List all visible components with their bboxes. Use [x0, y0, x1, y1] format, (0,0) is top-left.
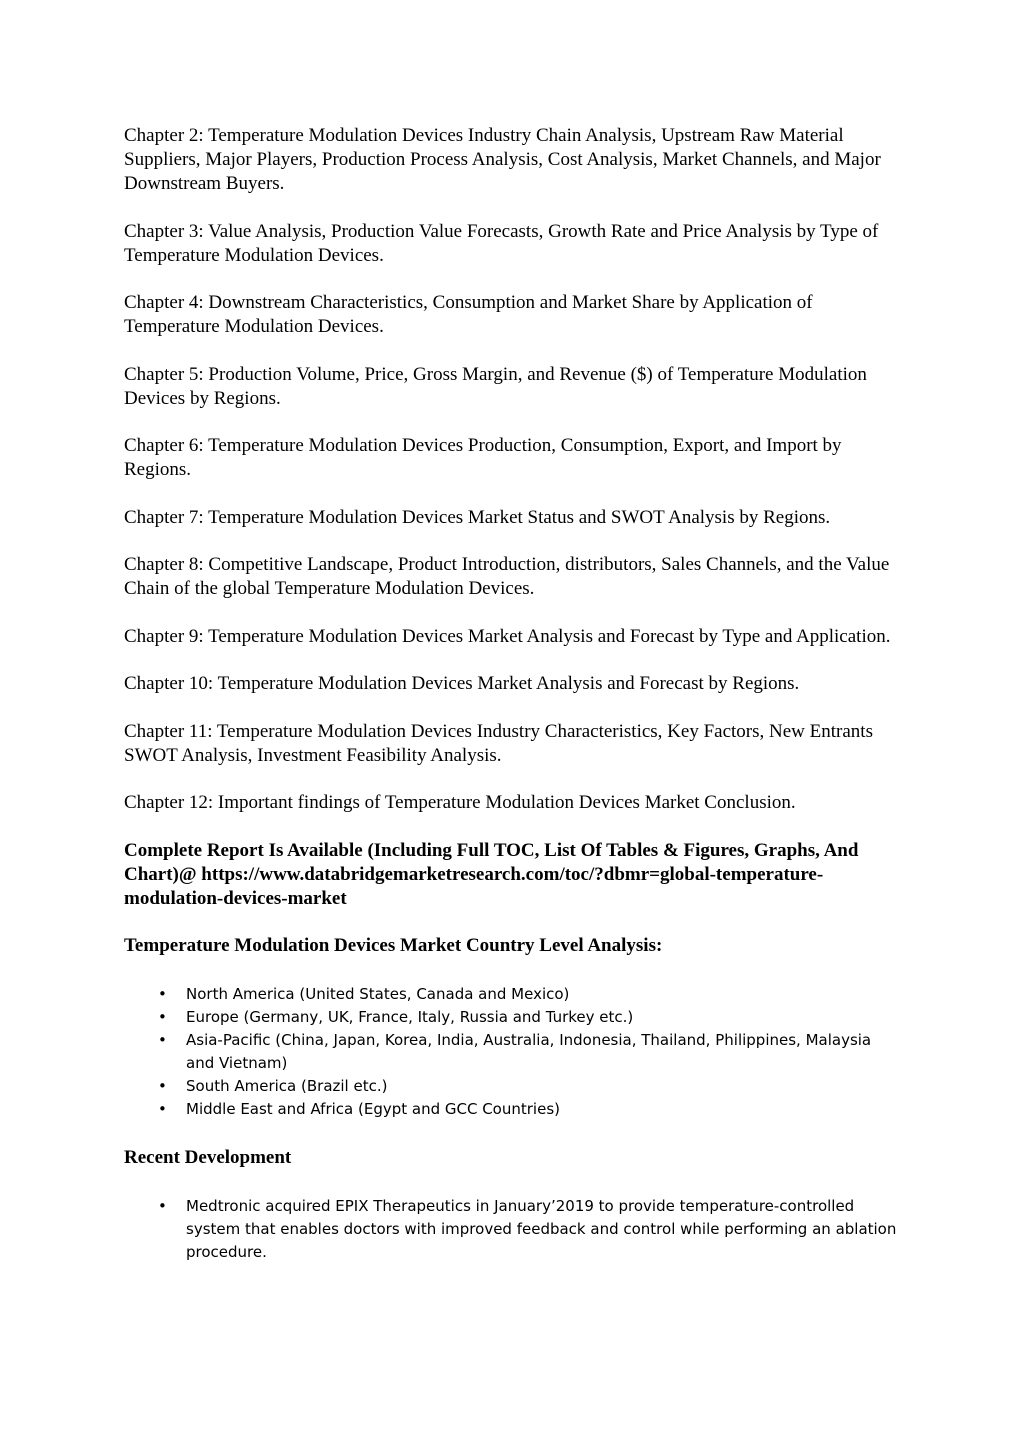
chapter-3-paragraph: Chapter 3: Value Analysis, Production Value Forecasts, Growth Rate and Price Analysis by Type of Temperature Modulation Devices. — [124, 220, 879, 266]
bullet-icon: • — [158, 1077, 167, 1095]
list-item — [124, 983, 904, 1006]
country-list — [124, 983, 904, 1121]
chapter-7-paragraph: Chapter 7: Temperature Modulation Devices Market Status and SWOT Analysis by Regions. — [124, 506, 831, 528]
list-item-text: Asia-Pacific (China, Japan, Korea, India, Australia, Indonesia, Thailand, Philippines, Malaysia and Vietnam) — [186, 1031, 872, 1072]
list-item — [124, 1075, 904, 1098]
bullet-icon: • — [158, 985, 167, 1003]
list-item — [124, 1098, 904, 1121]
chapter-2-paragraph: Chapter 2: Temperature Modulation Devices Industry Chain Analysis, Upstream Raw Material Suppliers, Major Players, Production Process Analysis, Cost Analysis, Market Channels, and Major Downstream Buyers. — [124, 125, 881, 194]
chapter-9-paragraph: Chapter 9: Temperature Modulation Devices Market Analysis and Forecast by Type and Application. — [124, 625, 891, 647]
list-item-text: Middle East and Africa (Egypt and GCC Countries) — [186, 1100, 560, 1118]
list-item — [124, 1006, 904, 1029]
recent-development-heading: Recent Development — [124, 1147, 292, 1168]
list-item — [124, 1195, 904, 1264]
bullet-icon: • — [158, 1100, 167, 1118]
list-item — [124, 1029, 904, 1075]
country-analysis-heading: Temperature Modulation Devices Market Country Level Analysis: — [124, 935, 663, 956]
bullet-icon: • — [158, 1008, 167, 1026]
complete-report-link-text[interactable]: Complete Report Is Available (Including Full TOC, List Of Tables & Figures, Graphs, And Chart)@ https://www.databridgemarketresearch.com/toc/?dbmr=global-temperature-modulation-devices-market — [124, 839, 859, 909]
document-page — [124, 124, 904, 1289]
chapter-6-paragraph: Chapter 6: Temperature Modulation Devices Production, Consumption, Export, and Import by Regions. — [124, 435, 842, 480]
recent-development-list — [124, 1195, 904, 1264]
list-item-text: North America (United States, Canada and Mexico) — [186, 985, 570, 1003]
chapter-8-paragraph: Chapter 8: Competitive Landscape, Product Introduction, distributors, Sales Channels, and the Value Chain of the global Temperature Modulation Devices. — [124, 554, 890, 599]
chapter-11-paragraph: Chapter 11: Temperature Modulation Devices Industry Characteristics, Key Factors, New Entrants SWOT Analysis, Investment Feasibility Analysis. — [124, 720, 873, 766]
list-item-text: South America (Brazil etc.) — [186, 1077, 388, 1095]
chapter-10-paragraph: Chapter 10: Temperature Modulation Devices Market Analysis and Forecast by Regions. — [124, 673, 800, 694]
bullet-icon: • — [158, 1197, 167, 1215]
chapter-12-paragraph: Chapter 12: Important findings of Temperature Modulation Devices Market Conclusion. — [124, 792, 796, 813]
list-item-text: Medtronic acquired EPIX Therapeutics in January’2019 to provide temperature-controlled system that enables doctors with improved feedback and control while performing an ablation procedure. — [186, 1197, 897, 1261]
list-item-text: Europe (Germany, UK, France, Italy, Russia and Turkey etc.) — [186, 1008, 634, 1026]
bullet-icon: • — [158, 1031, 167, 1049]
chapter-5-paragraph: Chapter 5: Production Volume, Price, Gross Margin, and Revenue ($) of Temperature Modulation Devices by Regions. — [124, 363, 867, 409]
chapter-4-paragraph: Chapter 4: Downstream Characteristics, Consumption and Market Share by Application of Temperature Modulation Devices. — [124, 292, 813, 337]
